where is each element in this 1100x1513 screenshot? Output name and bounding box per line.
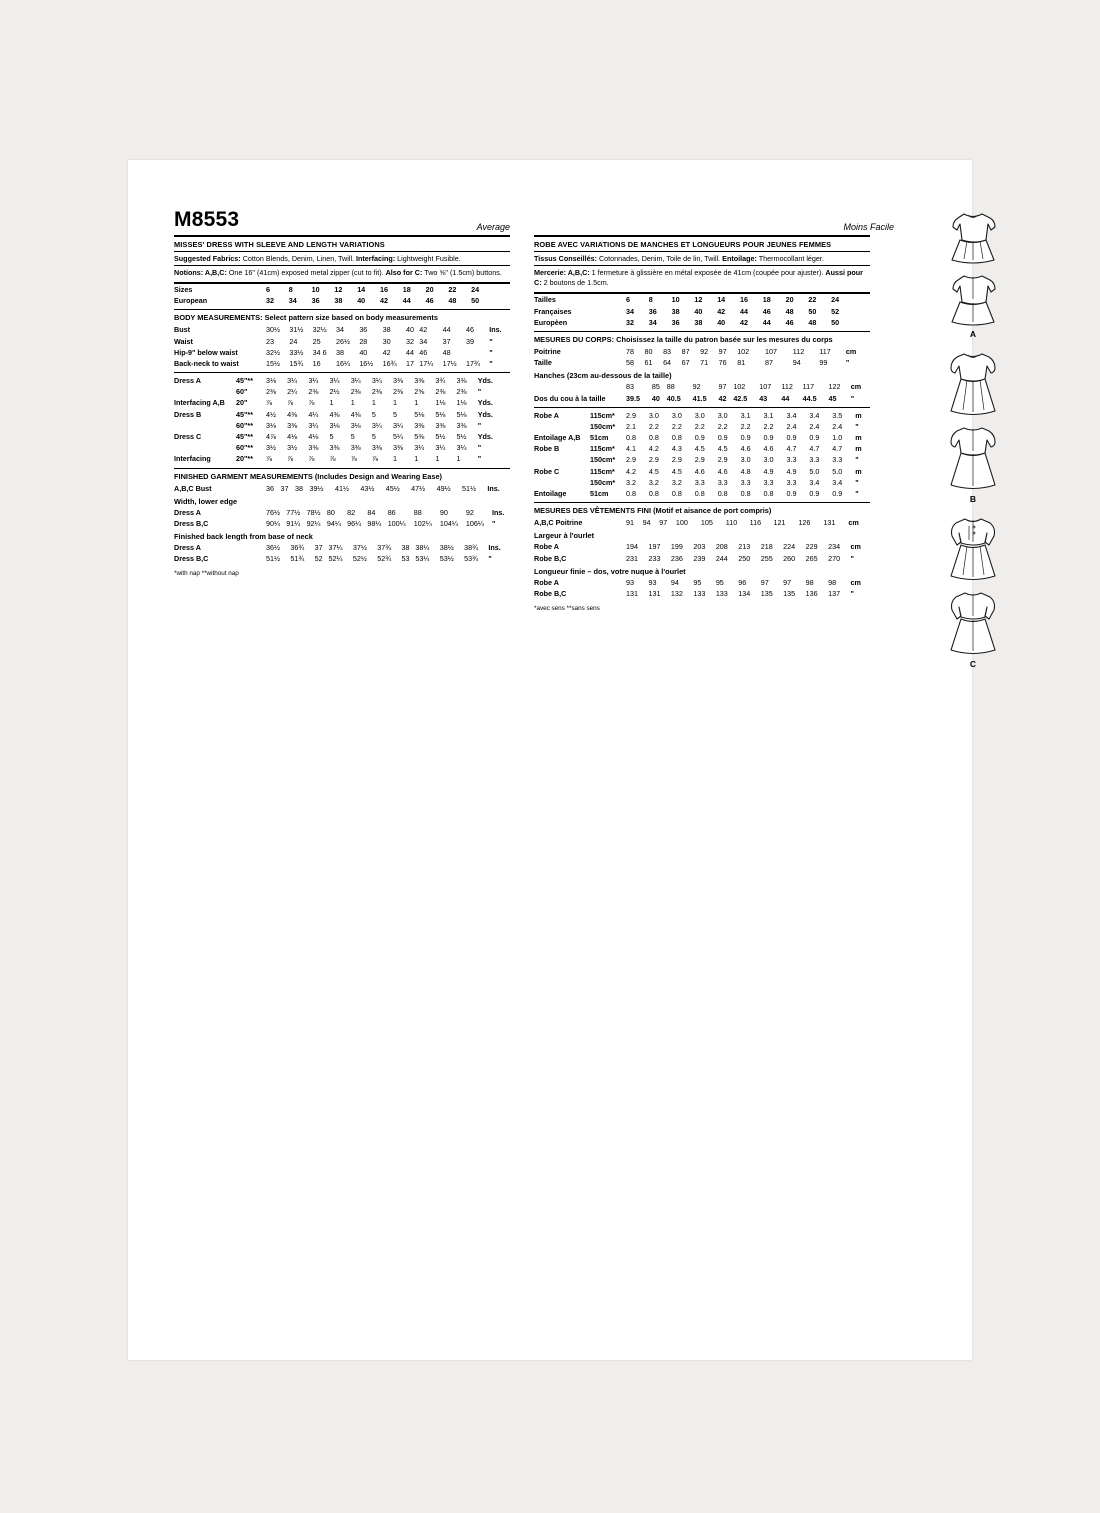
finished-table-en (174, 483, 510, 494)
table-row: 83 85 88 92 97 102 107 112 117 122 cm (626, 382, 862, 392)
table-row: Bust 30½ 31½ 32½ 34 36 38 40 42 44 46 Ins. (174, 325, 502, 335)
pattern-envelope-back (128, 160, 977, 1360)
table-row: Taille 58 61 64 67 71 76 81 87 94 99 " (534, 358, 850, 368)
dress-a-back-icon (934, 270, 1012, 328)
header-row (174, 208, 894, 232)
width-head-fr: Largeur à l'ourlet (534, 531, 595, 541)
table-row: Interfacing A,B 20" ⅞ ⅞ ⅞ 1 1 1 1 1 1⅛ 1⅛ Yds. (174, 398, 493, 408)
hip-head-fr: Hanches (23cm au-dessous de la taille) (534, 371, 672, 381)
backlength-table-fr (534, 577, 870, 599)
dress-b-back-icon (934, 423, 1012, 493)
finished-head-fr: MESURES DES VÊTEMENTS FINI (Motif et aisance de port compris) (534, 502, 870, 517)
fabrics-line-en (174, 252, 510, 265)
european-label-en: European (174, 296, 208, 306)
finished-table-fr (534, 517, 870, 528)
body-measurements-table-en (174, 324, 510, 369)
backlength-table-en (174, 542, 510, 564)
notions-text2-en: Two ⅝" (1.5cm) buttons. (424, 267, 502, 277)
table-row: Dress A 76½ 77½ 78½ 80 82 84 86 88 90 92 Ins. (174, 507, 505, 517)
backlength-head-fr: Longueur finie – dos, votre nuque à l'ourlet (534, 566, 686, 576)
hip-table-fr (534, 381, 870, 403)
page-title: M8553 (174, 208, 240, 231)
table-row: Dress A 36½ 36¾ 37 37¼ 37½ 37¾ 38 38¼ 38½ 38¾ Ins. (174, 543, 501, 553)
table-row: Dress B,C 51½ 51¾ 52 52¼ 52½ 52¾ 53 53¼ 53½ 53¾ " (174, 554, 492, 564)
dress-c-front-icon (934, 514, 1012, 584)
table-row: 150cm* 2.1 2.2 2.2 2.2 2.2 2.2 2.2 2.4 2.4 2.4 " (590, 421, 859, 431)
table-row: 60"** 3½ 3½ 3⅜ 3⅜ 3⅜ 3⅜ 3⅜ 3¼ 3¼ 3¼ " (236, 443, 482, 453)
table-row: Robe A 194 197 199 203 208 213 218 224 229 234 cm (534, 542, 861, 552)
interfacing-text-en: Lightweight Fusible. (397, 253, 461, 263)
backlength-head-en: Finished back length from base of neck (174, 532, 313, 542)
table-row: Dos du cou à la taille 39.5 40 40.5 41.5 42 42.5 43 44 44.5 45 " (534, 393, 855, 403)
notions-label-fr: Mercerie: A,B,C: (534, 267, 590, 277)
width-table-fr (534, 541, 870, 563)
size-table-en (174, 284, 510, 306)
line-art-column (928, 208, 1018, 679)
table-row: European 32 34 36 38 40 42 44 46 48 50 (174, 296, 480, 306)
title-en: MISSES' DRESS WITH SLEEVE AND LENGTH VARIATIONS (174, 240, 385, 249)
fabrics-label-en: Suggested Fabrics: (174, 253, 241, 263)
body-measurements-head-en: BODY MEASUREMENTS: Select pattern size based on body measurements (174, 309, 510, 324)
table-row: 150cm* 2.9 2.9 2.9 2.9 2.9 3.0 3.0 3.3 3.3 3.3 " (590, 455, 859, 465)
column-french (534, 235, 870, 612)
interfacing-text-fr: Thermocollant léger. (758, 253, 824, 263)
table-row: Dress A 45"** 3⅛ 3¼ 3¼ 3¼ 3¼ 3¼ 3⅜ 3⅜ 3¾ 3⅜ Yds. (174, 376, 493, 386)
two-column-body (174, 235, 894, 612)
fabrics-line-fr (534, 252, 870, 265)
body-measurements-table-fr (534, 346, 870, 368)
table-row: Hip-9" below waist 32½ 33½ 34 6 38 40 42 44 46 48 " (174, 347, 493, 357)
finished-head-en: FINISHED GARMENT MEASUREMENTS (Includes Design and Wearing Ease) (174, 468, 510, 483)
dress-a-front-icon (934, 208, 1012, 266)
notions-text-en: One 16" (41cm) exposed metal zipper (cut to fit). (228, 267, 384, 277)
yardage-table-fr (534, 410, 870, 500)
fabrics-text-en: Cotton Blends, Denim, Linen, Twill. (242, 253, 355, 263)
dress-b-front-icon (934, 349, 1012, 419)
table-row: Tailles 6 8 10 12 14 16 18 20 22 24 (534, 295, 840, 305)
notions-label-en: Notions: A,B,C: (174, 267, 227, 277)
notions-line-en (174, 266, 510, 279)
table-row: Robe B,C 231 233 236 239 244 250 255 260 265 270 " (534, 553, 854, 563)
table-row: Dress C 45"** 4⅞ 4⅛ 4⅛ 5 5 5 5¼ 5⅜ 5½ 5½ Yds. (174, 432, 493, 442)
footnote-en: *with nap **without nap (174, 570, 239, 578)
table-row: Dress B 45"** 4½ 4⅜ 4¼ 4⅜ 4⅜ 5 5 5⅛ 5⅛ 5⅛ Yds. (174, 409, 493, 419)
interfacing-label-en: Interfacing: (356, 253, 396, 263)
figure-label-c: C (969, 659, 977, 669)
table-row: Interfacing 20"** ⅞ ⅞ ⅞ ⅞ ⅞ ⅞ 1 1 1 1 " (174, 454, 482, 464)
figure-group-c (928, 514, 1018, 677)
table-row: A,B,C Poitrine 91 94 97 100 105 110 116 121 126 131 cm (534, 518, 859, 528)
figure-group-a (928, 208, 1018, 347)
interfacing-label-fr: Entoilage: (722, 253, 757, 263)
table-row: Françaises 34 36 38 40 42 44 46 48 50 52 (534, 306, 840, 316)
table-row: 60" 2⅜ 2¼ 2⅜ 2½ 2⅜ 2⅜ 2⅜ 2⅝ 2⅜ 2⅜ " (236, 387, 482, 397)
notions-text2-fr: 2 boutons de 1.5cm. (543, 278, 609, 288)
yardage-table-en (174, 375, 510, 465)
notions-label2-en: Also for C: (385, 267, 423, 277)
difficulty-fr: Moins Facile (843, 222, 894, 232)
table-row: Robe B 115cm* 4.1 4.2 4.3 4.5 4.5 4.6 4.6 4.7 4.7 4.7 m (534, 444, 862, 454)
column-english (174, 235, 510, 612)
notions-label2-fr: Aussi pour C: (534, 267, 863, 288)
footnote-fr: *avec sens **sans sens (534, 605, 600, 613)
title-fr: ROBE AVEC VARIATIONS DE MANCHES ET LONGUEURS POUR JEUNES FEMMES (534, 240, 832, 249)
table-row: 150cm* 3.2 3.2 3.2 3.3 3.3 3.3 3.3 3.3 3.4 3.4 " (590, 477, 859, 487)
table-row: Robe A 93 93 94 95 95 96 97 97 98 98 cm (534, 577, 861, 587)
size-table-fr (534, 294, 870, 328)
figure-group-b (928, 349, 1018, 512)
sizes-label-en: Sizes (174, 284, 193, 294)
body-measurements-head-fr: MESURES DU CORPS: Choisissez la taille du patron basée sur les mesures du corps (534, 331, 870, 346)
table-row: Europèen 32 34 36 38 40 42 44 46 48 50 (534, 317, 840, 327)
table-row: A,B,C Bust 36 37 38 39½ 41½ 43½ 45½ 47½ 49½ 51½ Ins. (174, 483, 500, 493)
table-row: Back-neck to waist 15½ 15¾ 16 16¼ 16½ 16¾ 17 17¼ 17½ 17¾ " (174, 358, 493, 368)
table-row: Robe C 115cm* 4.2 4.5 4.5 4.6 4.6 4.8 4.9 4.9 5.0 5.0 m (534, 466, 862, 476)
table-row: Waist 23 24 25 26½ 28 30 32 34 37 39 " (174, 336, 493, 346)
notions-text-fr: 1 fermeture à glissière en métal exposée de 41cm (coupée pour ajuster). (591, 267, 824, 277)
table-row: Sizes 6 8 10 12 14 16 18 20 22 24 (174, 284, 480, 294)
notions-line-fr (534, 266, 870, 290)
figure-label-b: B (969, 494, 977, 504)
table-row: Entoilage A,B 51cm 0.8 0.8 0.8 0.9 0.9 0.9 0.9 0.9 0.9 1.0 m (534, 433, 862, 443)
table-row: Poitrine 78 80 83 87 92 97 102 107 112 117 cm (534, 346, 857, 356)
table-row: Dress B,C 90¼ 91¼ 92¼ 94¼ 96¼ 98¼ 100¼ 102¼ 104¼ 106¼ " (174, 518, 496, 528)
table-row: Robe A 115cm* 2.9 3.0 3.0 3.0 3.0 3.1 3.1 3.4 3.4 3.5 m (534, 410, 862, 420)
fabrics-label-fr: Tissus Conseillés: (534, 253, 597, 263)
width-table-en (174, 507, 510, 529)
width-head-en: Width, lower edge (174, 496, 238, 506)
fabrics-text-fr: Cotonnades, Denim, Toile de lin, Twill. (598, 253, 721, 263)
table-row: Robe B,C 131 131 132 133 133 134 135 135 136 137 " (534, 588, 854, 598)
dress-c-back-icon (934, 588, 1012, 658)
figure-label-a: A (969, 329, 977, 339)
difficulty-en: Average (476, 222, 510, 232)
table-row: 60"** 3⅛ 3⅜ 3¼ 3⅛ 3⅛ 3¼ 3¼ 3⅜ 3⅜ 3⅜ " (236, 420, 482, 430)
table-row: Entoilage 51cm 0.8 0.8 0.8 0.8 0.8 0.8 0.8 0.9 0.9 0.9 " (534, 489, 859, 499)
content-area (174, 208, 894, 612)
